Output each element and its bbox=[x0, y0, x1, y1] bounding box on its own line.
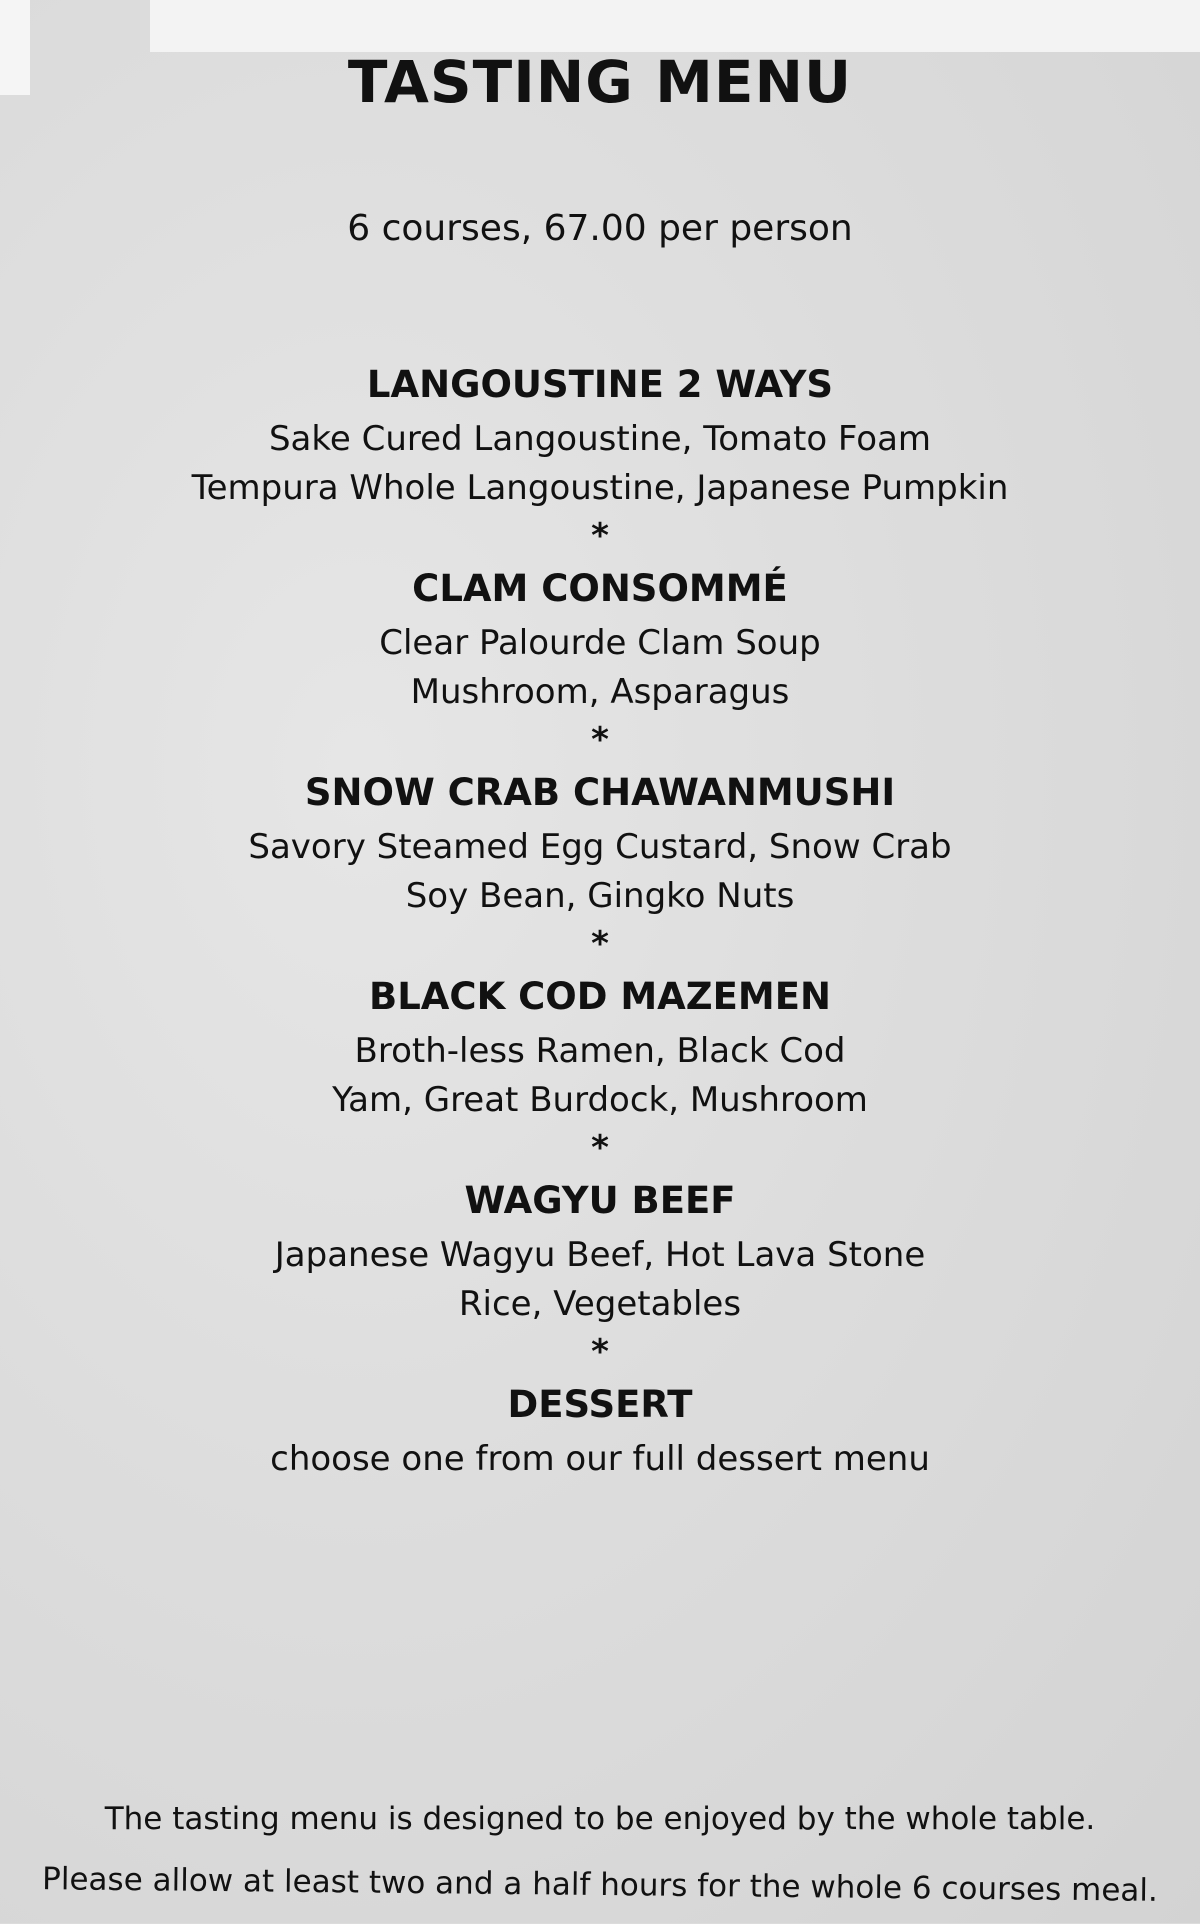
course-description: Broth-less Ramen, Black Cod bbox=[354, 1031, 846, 1071]
course-description: Tempura Whole Langoustine, Japanese Pumpkin bbox=[191, 468, 1009, 508]
menu-title: TASTING MENU bbox=[347, 48, 853, 116]
footer-note: Please allow at least two and a half hours for the whole 6 courses meal. bbox=[41, 1861, 1159, 1909]
course-description: Mushroom, Asparagus bbox=[410, 672, 790, 712]
course-description: Savory Steamed Egg Custard, Snow Crab bbox=[248, 827, 952, 867]
course-item bbox=[0, 559, 1200, 717]
course-name: BLACK COD MAZEMEN bbox=[369, 975, 831, 1018]
course-description: Clear Palourde Clam Soup bbox=[379, 623, 821, 663]
course-name: SNOW CRAB CHAWANMUSHI bbox=[304, 771, 896, 814]
footer-note: The tasting menu is designed to be enjoyed by the whole table. bbox=[104, 1801, 1096, 1837]
course-item bbox=[0, 763, 1200, 921]
course-separator: * bbox=[591, 720, 609, 760]
course-description: Yam, Great Burdock, Mushroom bbox=[332, 1080, 868, 1120]
course-description: choose one from our full dessert menu bbox=[270, 1439, 930, 1479]
course-separator: * bbox=[591, 1128, 609, 1168]
course-item bbox=[0, 355, 1200, 513]
course-separator: * bbox=[591, 1332, 609, 1372]
course-item bbox=[0, 967, 1200, 1125]
course-item bbox=[0, 1171, 1200, 1329]
course-separator: * bbox=[591, 516, 609, 556]
course-description: Sake Cured Langoustine, Tomato Foam bbox=[268, 419, 932, 459]
course-list bbox=[0, 355, 1200, 1484]
course-name: CLAM CONSOMMÉ bbox=[412, 567, 788, 610]
light-reflection bbox=[150, 0, 1200, 52]
course-name: WAGYU BEEF bbox=[464, 1179, 736, 1222]
course-description: Soy Bean, Gingko Nuts bbox=[405, 876, 795, 916]
menu-price: 6 courses, 67.00 per person bbox=[347, 208, 853, 249]
course-description: Rice, Vegetables bbox=[458, 1284, 742, 1324]
course-description: Japanese Wagyu Beef, Hot Lava Stone bbox=[274, 1235, 926, 1275]
course-separator: * bbox=[591, 924, 609, 964]
menu-footer bbox=[0, 1786, 1200, 1918]
course-item bbox=[0, 1375, 1200, 1484]
course-name: LANGOUSTINE 2 WAYS bbox=[366, 363, 834, 406]
course-name: DESSERT bbox=[507, 1383, 693, 1426]
